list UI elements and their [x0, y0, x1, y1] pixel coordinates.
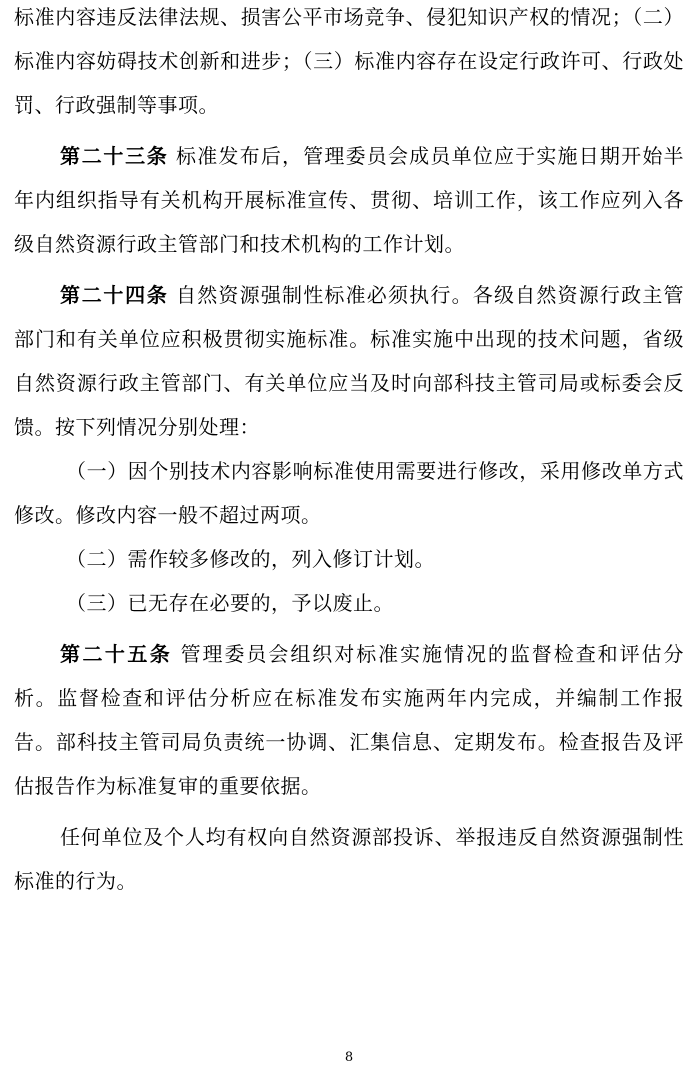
article-number: 第二十三条 [60, 144, 169, 168]
page-number: 8 [344, 1050, 354, 1065]
paragraph-text: 任何单位及个人均有权向自然资源部投诉、举报违反自然资源强制性标准的行为。 [14, 825, 684, 893]
paragraph-text: 标准内容违反法律法规、损害公平市场竞争、侵犯知识产权的情况；（二）标准内容妨碍技术创新和进步；（三）标准内容存在设定行政许可、行政处罚、行政强制等事项。 [14, 5, 684, 117]
list-item-1 [14, 449, 684, 537]
list-item-2 [14, 537, 684, 581]
list-item-text: （一）因个别技术内容影响标准使用需要进行修改，采用修改单方式修改。修改内容一般不超过两项。 [14, 459, 684, 527]
article-25 [14, 632, 684, 808]
article-number: 第二十五条 [60, 642, 173, 666]
list-item-text: （三）已无存在必要的，予以废止。 [66, 591, 394, 615]
paragraph-final [14, 815, 684, 903]
article-24 [14, 273, 684, 449]
article-text: 自然资源强制性标准必须执行。各级自然资源行政主管部门和有关单位应积极贯彻实施标准。标准实施中出现的技术问题，省级自然资源行政主管部门、有关单位应当及时向部科技主管司局或标委会反馈。按下列情况分别处理： [14, 283, 685, 439]
article-number: 第二十四条 [60, 283, 169, 307]
article-23 [14, 134, 684, 266]
list-item-3 [14, 581, 684, 625]
list-item-text: （二）需作较多修改的，列入修订计划。 [66, 547, 435, 571]
paragraph-continuation [14, 0, 684, 127]
article-text: 管理委员会组织对标准实施情况的监督检查和评估分析。监督检查和评估分析应在标准发布实施两年内完成，并编制工作报告。部科技主管司局负责统一协调、汇集信息、定期发布。检查报告及评估报告作为标准复审的重要依据。 [14, 642, 685, 798]
document-page [14, 0, 684, 903]
article-text: 标准发布后，管理委员会成员单位应于实施日期开始半年内组织指导有关机构开展标准宣传、贯彻、培训工作，该工作应列入各级自然资源行政主管部门和技术机构的工作计划。 [14, 144, 685, 256]
